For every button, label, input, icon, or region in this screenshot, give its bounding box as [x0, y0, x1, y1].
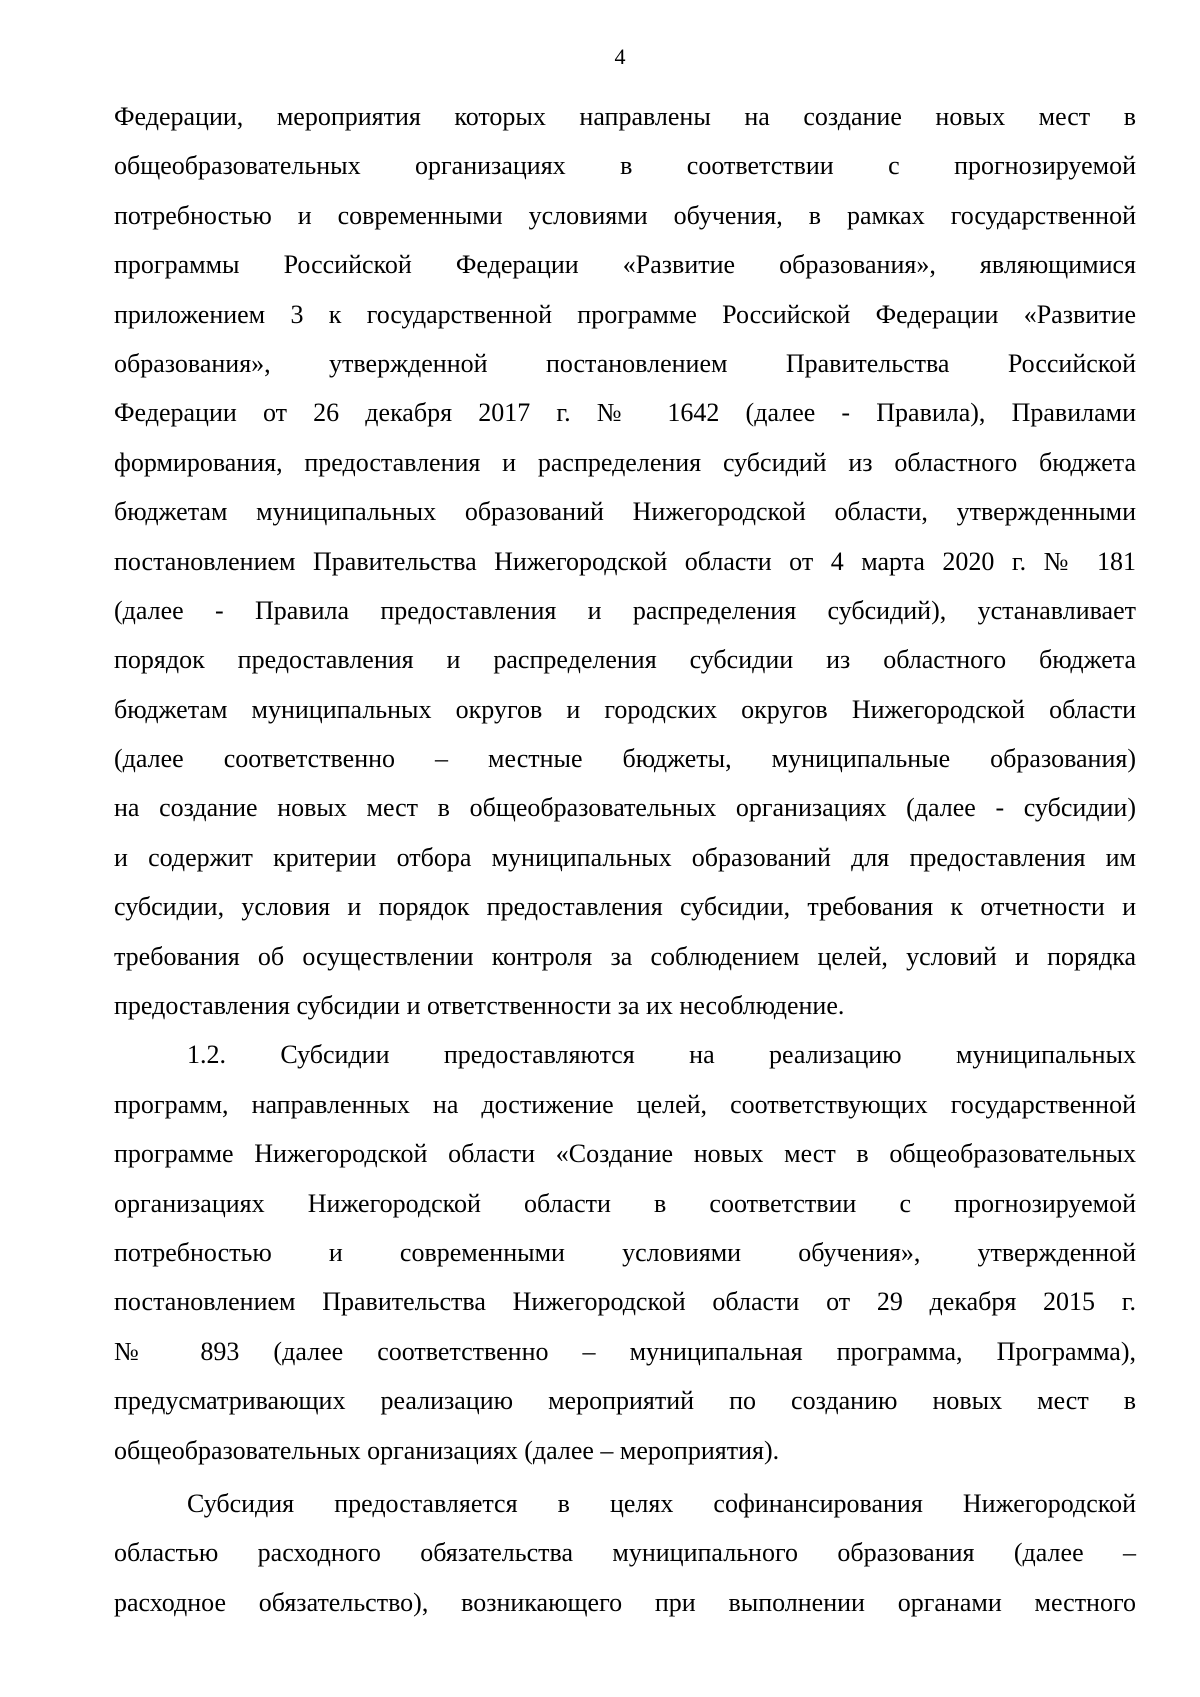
text-line: (далее соответственно – местные бюджеты, муниципальные образования) — [114, 744, 1136, 774]
text-line: требования об осуществлении контроля за соблюдением целей, условий и порядка — [114, 941, 1136, 971]
text-line: программ, направленных на достижение целей, соответствующих государственной — [114, 1089, 1136, 1119]
text-line: 1.2. Субсидии предоставляются на реализацию муниципальных — [187, 1040, 1136, 1070]
text-line: образования», утвержденной постановлением Правительства Российской — [114, 348, 1136, 378]
text-line: Федерации, мероприятия которых направлены на создание новых мест в — [114, 102, 1136, 131]
text-line: расходное обязательство), возникающего при выполнении органами местного — [114, 1587, 1136, 1617]
text-line: на создание новых мест в общеобразовательных организациях (далее - субсидии) — [114, 793, 1136, 823]
text-line: потребностью и современными условиями обучения, в рамках государственной — [114, 200, 1136, 230]
text-line: общеобразовательных организациях (далее – мероприятия). — [114, 1435, 780, 1465]
text-line: бюджетам муниципальных образований Нижегородской области, утвержденными — [114, 497, 1136, 527]
text-line: потребностью и современными условиями обучения», утвержденной — [114, 1237, 1136, 1267]
text-line: общеобразовательных организациях в соответствии с прогнозируемой — [114, 151, 1136, 181]
text-line: бюджетам муниципальных округов и городских округов Нижегородской области — [114, 694, 1136, 724]
document-body — [114, 92, 1136, 1627]
text-line: формирования, предоставления и распределения субсидий из областного бюджета — [114, 447, 1136, 477]
text-line: программы Российской Федерации «Развитие образования», являющимися — [114, 250, 1136, 280]
page-number: 4 — [614, 44, 626, 69]
text-line: (далее - Правила предоставления и распределения субсидий), устанавливает — [114, 595, 1136, 625]
text-line: постановлением Правительства Нижегородской области от 29 декабря 2015 г. — [114, 1287, 1136, 1317]
text-line: Субсидия предоставляется в целях софинансирования Нижегородской — [187, 1488, 1136, 1518]
text-line: № 893 (далее соответственно – муниципальная программа, Программа), — [114, 1336, 1136, 1366]
text-line: и содержит критерии отбора муниципальных образований для предоставления им — [114, 842, 1136, 872]
text-line: предоставления субсидии и ответственности за их несоблюдение. — [114, 991, 845, 1021]
text-line: программе Нижегородской области «Создание новых мест в общеобразовательных — [114, 1139, 1136, 1169]
text-line: субсидии, условия и порядок предоставления субсидии, требования к отчетности и — [114, 892, 1136, 922]
text-line: постановлением Правительства Нижегородской области от 4 марта 2020 г. № 181 — [114, 546, 1136, 576]
paragraph-clause-1-2 — [114, 1030, 1136, 1475]
text-line: областью расходного обязательства муниципального образования (далее – — [114, 1538, 1136, 1568]
text-line: организациях Нижегородской области в соответствии с прогнозируемой — [114, 1188, 1136, 1218]
paragraph-3 — [114, 1479, 1136, 1627]
text-line: приложением 3 к государственной программе Российской Федерации «Развитие — [114, 299, 1136, 329]
text-line: порядок предоставления и распределения субсидии из областного бюджета — [114, 645, 1136, 675]
text-line: Федерации от 26 декабря 2017 г. № 1642 (далее - Правила), Правилами — [114, 398, 1136, 428]
text-line: предусматривающих реализацию мероприятий по созданию новых мест в — [114, 1386, 1136, 1416]
paragraph-1 — [114, 92, 1136, 1030]
